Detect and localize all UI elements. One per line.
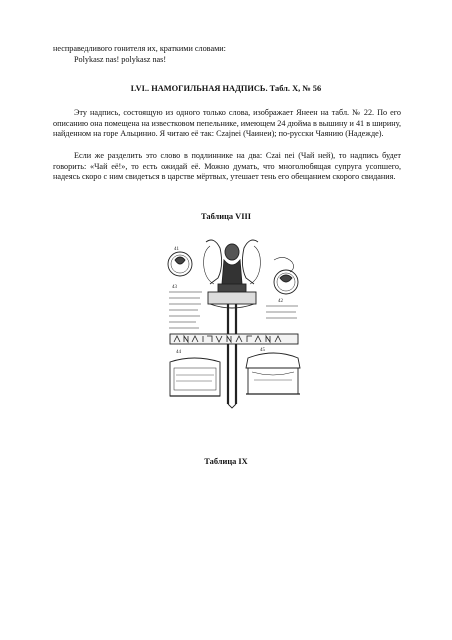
figure-caption: Таблица VIII	[201, 212, 251, 221]
sphinx-figure	[204, 240, 261, 408]
plate-number: 43	[172, 285, 177, 290]
plate-item-41	[168, 247, 192, 276]
plate-number: 45	[260, 348, 265, 353]
paragraph-1: Эту надпись, состоящую из одного только слова, изображает Янеен на табл. № 22. По его описанию она помещена на известковом пепельнике, имеющем 24 дюйма в вышину и 41 в ширину, найденном на горе Альцинио. Я читаю её так: Czajnei (Чаинеи); по-русски Чаянию (Надежде).	[53, 108, 401, 139]
paragraph-2: Если же разделить это слово в подлиннике на два: Czai nei (Чай ней), то надпись будет говорить: «Чай её!», то есть ожидай её. Можно думать, что многолюбящая супруга усопшего, надеясь скоро с ним свидеться в царстве мёртвых, утешает тень его обещанием скорого свидания.	[53, 151, 401, 182]
inscription-right	[266, 306, 298, 318]
plate-item-45	[246, 348, 300, 394]
inscription-band	[170, 334, 298, 344]
engraving-illustration	[166, 230, 302, 410]
plate-number: 44	[176, 350, 181, 355]
plate-item-44	[170, 350, 220, 396]
plate-number: 42	[278, 299, 283, 304]
plate-number: 41	[174, 247, 179, 252]
intro-line-2: Polykasz nas! polykasz nas!	[74, 55, 167, 64]
plate-item-42	[274, 257, 298, 304]
next-table-caption: Таблица IX	[204, 457, 248, 466]
engraving-plate	[166, 230, 302, 410]
inscription-left	[169, 292, 202, 328]
intro-line-1: несправедливого гонителя их, краткими словами:	[53, 44, 226, 53]
section-heading: LVI.. НАМОГИЛЬНАЯ НАДПИСЬ. Табл. X, № 56	[130, 84, 322, 93]
